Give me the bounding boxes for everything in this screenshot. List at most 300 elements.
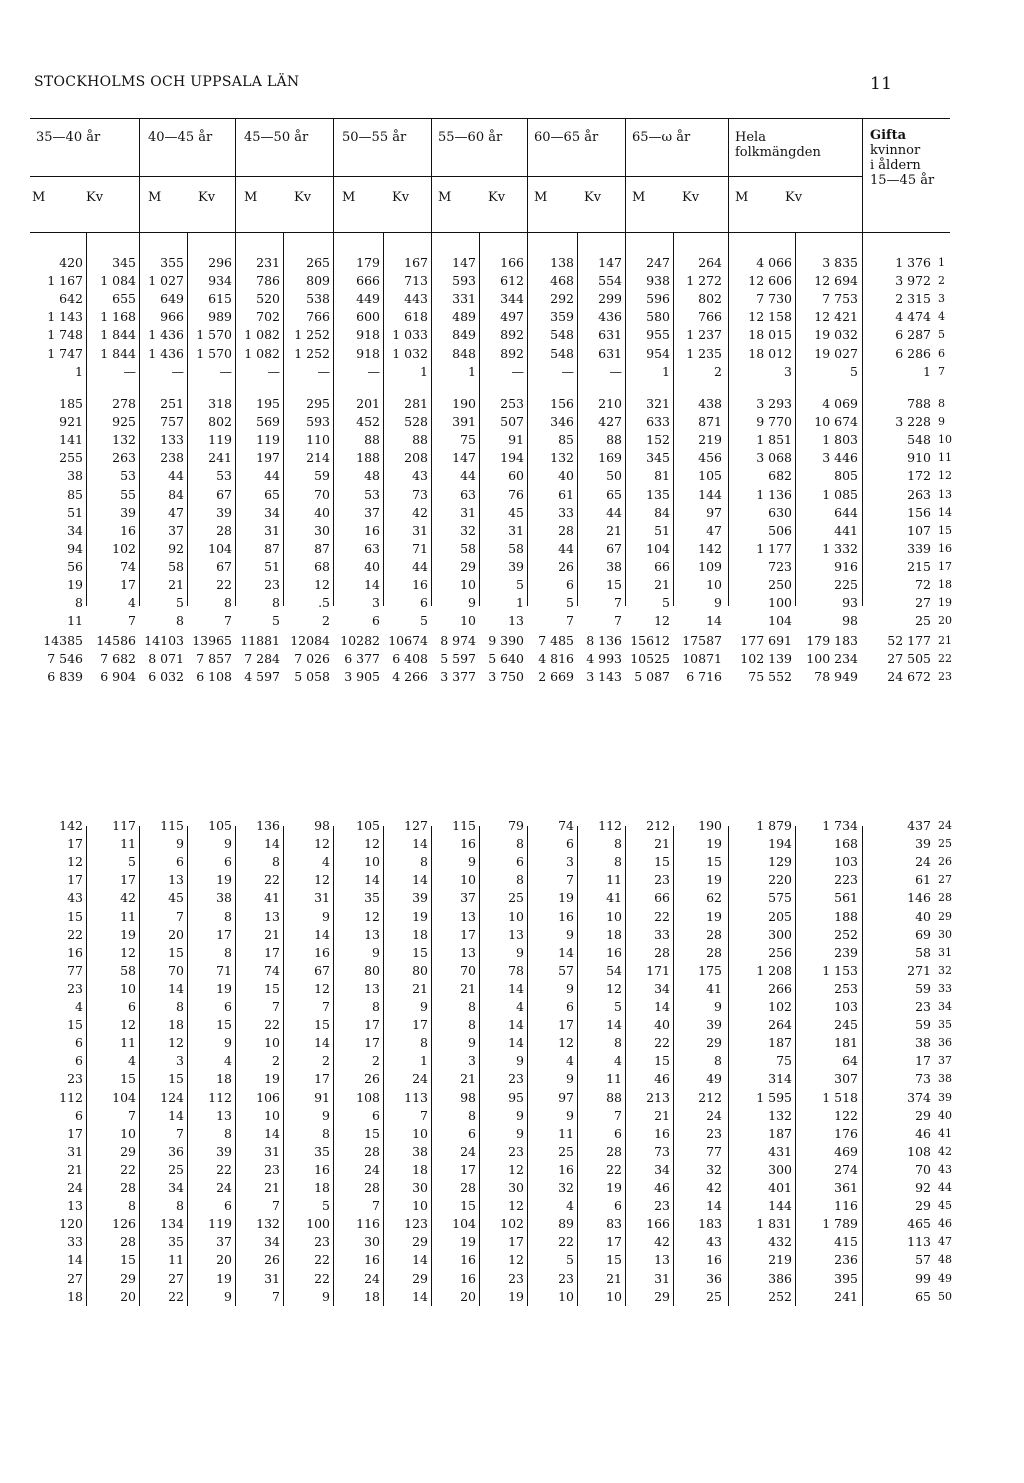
table-cell: 520	[256, 291, 280, 307]
table-cell: 35	[168, 1234, 184, 1250]
table-cell: 4 474	[895, 309, 931, 325]
table-cell: 39	[412, 890, 428, 906]
table-cell: 241	[208, 450, 232, 466]
table-cell: 8	[272, 595, 280, 611]
table-cell: 6 286	[895, 345, 931, 361]
row-number: 11	[938, 451, 952, 465]
table-cell: 39	[216, 504, 232, 520]
table-cell: 23	[314, 1234, 330, 1250]
table-cell: 5 640	[488, 651, 524, 667]
table-cell: 59	[314, 468, 330, 484]
table-cell: 58	[168, 558, 184, 574]
table-cell: 61	[558, 486, 574, 502]
row-number: 38	[938, 1072, 952, 1086]
table-cell: 10	[606, 1288, 622, 1304]
table-cell: 117	[112, 818, 136, 833]
table-cell: 19	[706, 908, 722, 924]
table-cell: 98	[314, 818, 330, 833]
table-cell: 8	[176, 613, 184, 629]
table-cell: 1 252	[294, 327, 330, 343]
table-cell: 2 669	[538, 669, 574, 685]
table-cell: 58	[915, 944, 931, 960]
table-cell: 28	[706, 926, 722, 942]
table-cell: 14	[264, 1125, 280, 1141]
table-cell: 12084	[290, 633, 330, 648]
table-cell: 71	[412, 540, 428, 556]
group-header: 55—60 år	[438, 130, 503, 145]
table-cell: 215	[907, 558, 931, 574]
table-cell: 8	[516, 872, 524, 888]
table-cell: 32	[558, 1180, 574, 1195]
sub-header-men: M	[342, 190, 356, 205]
table-cell: 916	[834, 558, 858, 574]
table-cell: 415	[834, 1234, 858, 1250]
table-cell: 4	[322, 854, 330, 870]
table-cell: 489	[452, 309, 476, 325]
table-cell: 4 816	[538, 651, 574, 667]
table-cell: 40	[558, 468, 574, 484]
table-cell: 16	[460, 1252, 476, 1268]
table-cell: 78 949	[814, 669, 858, 685]
table-cell: 18	[412, 926, 428, 942]
table-cell: 1 082	[244, 345, 280, 361]
table-cell: 36	[168, 1143, 184, 1159]
table-cell: 102	[768, 999, 792, 1014]
table-cell: 456	[698, 450, 722, 466]
table-cell: 20	[120, 1288, 136, 1304]
table-cell: 38	[67, 468, 83, 484]
table-cell: 104	[208, 540, 232, 556]
table-cell: 250	[768, 577, 792, 592]
table-cell: 8	[322, 1125, 330, 1141]
table-cell: 14	[67, 1252, 83, 1268]
table-cell: 13	[364, 980, 380, 996]
table-cell: 105	[698, 468, 722, 484]
table-cell: 58	[508, 540, 524, 556]
table-cell: 18	[168, 1017, 184, 1033]
table-cell: 38	[606, 558, 622, 574]
table-cell: 19	[216, 1270, 232, 1286]
table-cell: 548	[550, 345, 574, 361]
table-cell: 15	[654, 1053, 670, 1069]
row-number: 37	[938, 1054, 952, 1068]
row-number: 43	[938, 1162, 952, 1176]
row-number: 6	[938, 346, 945, 360]
table-cell: 42	[706, 1180, 722, 1195]
table-cell: 1 208	[756, 962, 792, 978]
table-cell: 3 377	[440, 669, 476, 685]
table-cell: 1 376	[895, 255, 931, 270]
table-cell: —	[267, 363, 280, 379]
table-cell: 42	[120, 890, 136, 906]
table-cell: 67	[216, 558, 232, 574]
table-cell: 18	[412, 1161, 428, 1177]
table-cell: 29	[412, 1270, 428, 1286]
table-cell: 17	[460, 926, 476, 942]
table-cell: 39	[120, 504, 136, 520]
table-cell: 7 485	[538, 633, 574, 648]
sub-header-women: Kv	[294, 190, 312, 205]
row-number: 35	[938, 1018, 952, 1032]
table-cell: 8	[372, 999, 380, 1014]
table-cell: 299	[598, 291, 622, 307]
table-cell: 10282	[340, 633, 380, 648]
table-cell: 12	[314, 836, 330, 852]
table-cell: 18	[67, 1288, 83, 1304]
table-cell: 3 068	[756, 450, 792, 466]
table-cell: 7	[176, 908, 184, 924]
table-cell: 116	[834, 1198, 858, 1214]
table-cell: 9	[516, 1107, 524, 1123]
table-cell: 84	[654, 504, 670, 520]
table-cell: 17	[67, 836, 83, 852]
sub-header-men: M	[32, 190, 46, 205]
table-cell: 63	[364, 540, 380, 556]
row-number: 42	[938, 1144, 952, 1158]
table-cell: 225	[834, 577, 858, 592]
table-cell: 631	[598, 345, 622, 361]
table-cell: 10871	[682, 651, 722, 667]
table-cell: 256	[768, 944, 792, 960]
table-cell: 9 770	[756, 414, 792, 430]
table-cell: 18	[314, 1180, 330, 1195]
table-cell: 70	[314, 486, 330, 502]
table-cell: 4	[566, 1198, 574, 1214]
table-cell: 13	[508, 926, 524, 942]
table-cell: 29	[654, 1288, 670, 1304]
table-cell: 11	[120, 908, 136, 924]
table-cell: 37	[364, 504, 380, 520]
table-cell: 22	[264, 1017, 280, 1033]
table-cell: 6 904	[100, 669, 136, 685]
sub-header-men: M	[148, 190, 162, 205]
table-cell: 166	[646, 1216, 670, 1232]
table-cell: 8	[176, 999, 184, 1014]
table-cell: 76	[508, 486, 524, 502]
table-cell: 34	[654, 980, 670, 996]
table-cell: 13	[460, 908, 476, 924]
group-subheader-rule	[30, 176, 862, 177]
table-cell: 12	[508, 1198, 524, 1214]
table-cell: 10	[264, 1035, 280, 1051]
table-cell: 25	[915, 613, 931, 629]
table-cell: 1 153	[822, 962, 858, 978]
table-cell: 10	[460, 613, 476, 629]
table-cell: 1 747	[47, 345, 83, 361]
table-cell: 6	[224, 854, 232, 870]
table-cell: 5	[850, 363, 858, 379]
header-group-divider	[139, 118, 140, 232]
table-cell: 612	[500, 273, 524, 289]
table-cell: 197	[256, 450, 280, 466]
table-cell: 91	[314, 1089, 330, 1105]
table-cell: 8	[75, 595, 83, 611]
table-cell: 32	[460, 522, 476, 538]
table-cell: 100 234	[806, 651, 858, 667]
table-cell: 16	[314, 944, 330, 960]
table-cell: 5	[128, 854, 136, 870]
table-cell: 14	[264, 836, 280, 852]
table-cell: 7 730	[756, 291, 792, 307]
table-cell: 53	[364, 486, 380, 502]
table-cell: 21	[606, 1270, 622, 1286]
table-cell: 65	[915, 1288, 931, 1304]
table-cell: 98	[842, 613, 858, 629]
table-cell: 6	[614, 1125, 622, 1141]
table-cell: 19	[216, 872, 232, 888]
table-cell: 3	[176, 1053, 184, 1069]
table-cell: 13	[654, 1252, 670, 1268]
table-cell: 278	[112, 396, 136, 411]
table-cell: 3 446	[822, 450, 858, 466]
table-cell: 13	[168, 872, 184, 888]
table-cell: 70	[460, 962, 476, 978]
table-cell: 219	[698, 432, 722, 448]
table-cell: 107	[907, 522, 931, 538]
table-cell: 120	[59, 1216, 83, 1232]
table-cell: 70	[915, 1161, 931, 1177]
table-cell: 24	[412, 1071, 428, 1087]
table-cell: 469	[834, 1143, 858, 1159]
table-cell: 6 839	[47, 669, 83, 685]
table-cell: 251	[160, 396, 184, 411]
table-cell: 16	[558, 1161, 574, 1177]
table-cell: 103	[834, 854, 858, 870]
table-cell: 34	[168, 1180, 184, 1195]
table-cell: 214	[306, 450, 330, 466]
row-number: 10	[938, 433, 952, 447]
table-cell: 104	[646, 540, 670, 556]
table-cell: 40	[314, 504, 330, 520]
table-cell: 85	[67, 486, 83, 502]
table-cell: 22	[558, 1234, 574, 1250]
table-cell: 44	[168, 468, 184, 484]
table-cell: 15	[120, 1252, 136, 1268]
table-cell: 431	[768, 1143, 792, 1159]
table-cell: 50	[606, 468, 622, 484]
table-cell: 63	[460, 486, 476, 502]
table-cell: 300	[768, 926, 792, 942]
table-cell: 14	[706, 613, 722, 629]
table-cell: 5	[420, 613, 428, 629]
table-cell: 307	[834, 1071, 858, 1087]
row-number: 27	[938, 873, 952, 887]
table-cell: 19	[264, 1071, 280, 1087]
table-cell: —	[219, 363, 232, 379]
table-cell: 39	[216, 1143, 232, 1159]
table-cell: 15612	[630, 633, 670, 648]
table-cell: 3 143	[586, 669, 622, 685]
table-cell: 147	[452, 450, 476, 466]
table-cell: 4	[614, 1053, 622, 1069]
table-cell: 77	[706, 1143, 722, 1159]
table-cell: 1 143	[47, 309, 83, 325]
table-cell: 22	[314, 1270, 330, 1286]
table-cell: 4	[516, 999, 524, 1014]
top-rule	[30, 118, 950, 119]
table-cell: 41	[706, 980, 722, 996]
table-cell: 438	[698, 396, 722, 411]
row-number: 3	[938, 292, 945, 306]
table-cell: 12	[314, 980, 330, 996]
table-cell: 91	[508, 432, 524, 448]
table-cell: 40	[364, 558, 380, 574]
table-cell: 5 058	[294, 669, 330, 685]
table-cell: 8	[224, 595, 232, 611]
table-cell: 73	[412, 486, 428, 502]
table-cell: 8	[468, 999, 476, 1014]
table-cell: 355	[160, 255, 184, 270]
table-cell: 123	[404, 1216, 428, 1232]
table-cell: 8	[516, 836, 524, 852]
table-cell: 28	[120, 1180, 136, 1195]
table-cell: 45	[508, 504, 524, 520]
table-cell: 11	[67, 613, 83, 629]
table-cell: 223	[834, 872, 858, 888]
row-number: 36	[938, 1036, 952, 1050]
table-cell: 1 136	[756, 486, 792, 502]
table-cell: 8	[128, 1198, 136, 1214]
table-cell: 1 595	[756, 1089, 792, 1105]
table-cell: 10	[120, 980, 136, 996]
row-number: 44	[938, 1181, 952, 1194]
table-cell: 9	[224, 1035, 232, 1051]
table-cell: 359	[550, 309, 574, 325]
table-cell: 22	[606, 1161, 622, 1177]
table-cell: 15	[654, 854, 670, 870]
table-cell: 100	[768, 595, 792, 611]
table-cell: 26	[264, 1252, 280, 1268]
table-cell: 11	[606, 1071, 622, 1087]
row-number: 33	[938, 981, 952, 995]
table-cell: 6	[75, 1053, 83, 1069]
table-cell: 113	[404, 1089, 428, 1105]
sub-header-men: M	[534, 190, 548, 205]
table-cell: 16	[364, 522, 380, 538]
row-number: 50	[938, 1289, 952, 1303]
table-cell: 26	[364, 1071, 380, 1087]
table-cell: 194	[500, 450, 524, 466]
table-cell: 4 266	[392, 669, 428, 685]
table-cell: 938	[646, 273, 670, 289]
table-cell: 15	[606, 577, 622, 592]
table-cell: 1 803	[822, 432, 858, 448]
table-cell: 132	[112, 432, 136, 448]
table-cell: 7 682	[100, 651, 136, 667]
table-cell: 314	[768, 1071, 792, 1087]
table-cell: 14586	[96, 633, 136, 648]
table-cell: 35	[364, 890, 380, 906]
table-cell: 30	[314, 522, 330, 538]
table-cell: 6	[566, 577, 574, 592]
table-cell: 34	[264, 1234, 280, 1250]
table-cell: 892	[500, 327, 524, 343]
row-number: 1	[938, 256, 945, 269]
table-cell: 575	[768, 890, 792, 906]
table-cell: 138	[550, 255, 574, 270]
row-number: 5	[938, 328, 945, 342]
table-cell: 71	[216, 962, 232, 978]
table-cell: 10	[412, 1125, 428, 1141]
table-cell: 38	[216, 890, 232, 906]
table-cell: 22	[654, 1035, 670, 1051]
table-cell: 14	[168, 1107, 184, 1123]
table-cell: 166	[500, 255, 524, 270]
table-cell: 6 716	[686, 669, 722, 685]
table-cell: 124	[160, 1089, 184, 1105]
table-cell: 32	[706, 1161, 722, 1177]
table-cell: 24	[364, 1161, 380, 1177]
table-cell: 3 293	[756, 396, 792, 411]
table-cell: 6	[372, 613, 380, 629]
table-cell: 129	[768, 854, 792, 870]
table-cell: 168	[834, 836, 858, 852]
table-cell: 14	[508, 1017, 524, 1033]
table-cell: 300	[768, 1161, 792, 1177]
table-cell: 66	[654, 558, 670, 574]
row-number: 17	[938, 559, 952, 573]
table-cell: 507	[500, 414, 524, 430]
table-cell: 1 177	[756, 540, 792, 556]
table-cell: 2 315	[895, 291, 931, 307]
table-cell: 213	[646, 1089, 670, 1105]
table-cell: 3 228	[895, 414, 931, 430]
table-cell: 65	[264, 486, 280, 502]
table-cell: 17	[67, 1125, 83, 1141]
table-cell: 21	[264, 1180, 280, 1195]
table-cell: 45	[168, 890, 184, 906]
table-cell: 14	[412, 836, 428, 852]
table-cell: 40	[654, 1017, 670, 1033]
row-number: 23	[938, 670, 952, 684]
table-cell: 52 177	[887, 633, 931, 648]
table-cell: 5	[176, 595, 184, 611]
table-cell: 18 012	[748, 345, 792, 361]
table-cell: 37	[216, 1234, 232, 1250]
table-cell: 7 284	[244, 651, 280, 667]
table-cell: 11	[606, 872, 622, 888]
table-cell: 713	[404, 273, 428, 289]
table-cell: 65	[606, 486, 622, 502]
table-cell: 241	[834, 1288, 858, 1304]
table-cell: 666	[356, 273, 380, 289]
table-cell: 1 748	[47, 327, 83, 343]
table-cell: 6	[372, 1107, 380, 1123]
table-cell: 10	[460, 577, 476, 592]
table-cell: 97	[706, 504, 722, 520]
table-cell: 1 844	[100, 327, 136, 343]
table-cell: 85	[558, 432, 574, 448]
table-cell: 144	[768, 1198, 792, 1214]
row-number: 14	[938, 505, 952, 519]
table-cell: 44	[606, 504, 622, 520]
table-cell: 7	[176, 1125, 184, 1141]
table-cell: 5	[516, 577, 524, 592]
table-cell: 618	[404, 309, 428, 325]
table-cell: 12	[314, 577, 330, 592]
table-cell: 918	[356, 345, 380, 361]
table-cell: 46	[654, 1071, 670, 1087]
table-cell: 265	[306, 255, 330, 270]
table-cell: —	[317, 363, 330, 379]
table-cell: 79	[508, 818, 524, 833]
table-cell: 344	[500, 291, 524, 307]
row-number: 48	[938, 1253, 952, 1267]
page-title: STOCKHOLMS OCH UPPSALA LÄN	[34, 74, 300, 90]
table-cell: 17	[216, 926, 232, 942]
table-cell: 9	[322, 908, 330, 924]
row-number: 34	[938, 1000, 952, 1013]
